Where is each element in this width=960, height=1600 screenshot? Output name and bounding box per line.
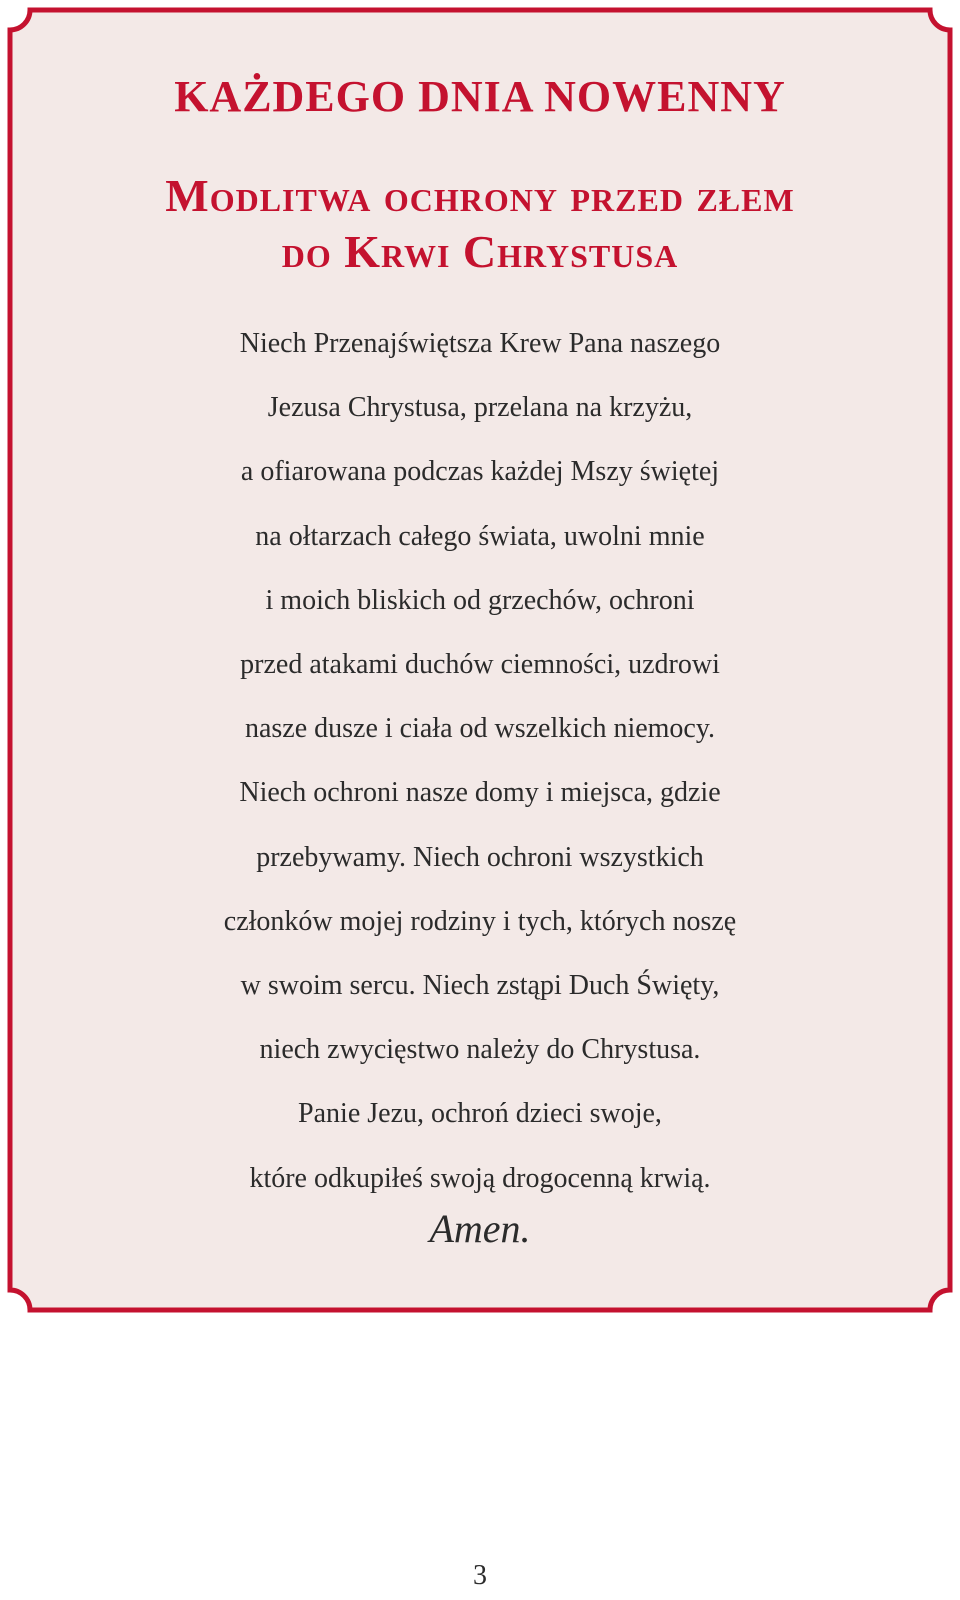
prayer-line: przebywamy. Niech ochroni wszystkich [256,841,704,873]
prayer-line: w swoim sercu. Niech zstąpi Duch Święty, [240,970,720,1002]
prayer-line: i moich bliskich od grzechów, ochroni [265,584,695,616]
prayer-title [20,168,940,280]
prayer-line: na ołtarzach całego świata, uwolni mnie [255,520,705,552]
prayer-line: Niech ochroni nasze domy i miejsca, gdzie [239,777,721,809]
section-heading: KAŻDEGO DNIA NOWENNY [174,72,786,121]
prayer-line: członków mojej rodziny i tych, których noszę [223,905,737,937]
page-number: 3 [473,1560,487,1591]
prayer-line: niech zwycięstwo należy do Chrystusa. [259,1034,701,1066]
prayer-line: które odkupiłeś swoją drogocenną krwią. [249,1162,711,1194]
prayer-line: a ofiarowana podczas każdej Mszy świętej [240,456,720,488]
prayer-line: Niech Przenajświętsza Krew Pana naszego [239,328,721,359]
prayer-line: Jezusa Chrystusa, przelana na krzyżu, [267,392,693,424]
prayer-panel [20,20,940,1320]
prayer-body [20,312,940,1211]
prayer-title-line-2: do Krwi Chrystusa [281,226,679,277]
closing-amen: Amen. [429,1206,531,1251]
prayer-line: przed atakami duchów ciemności, uzdrowi [240,649,720,681]
prayer-title-line-1: Modlitwa ochrony przed złem [165,170,795,221]
prayer-line: nasze dusze i ciała od wszelkich niemocy. [244,713,716,745]
prayer-line: Panie Jezu, ochroń dzieci swoje, [298,1098,662,1130]
